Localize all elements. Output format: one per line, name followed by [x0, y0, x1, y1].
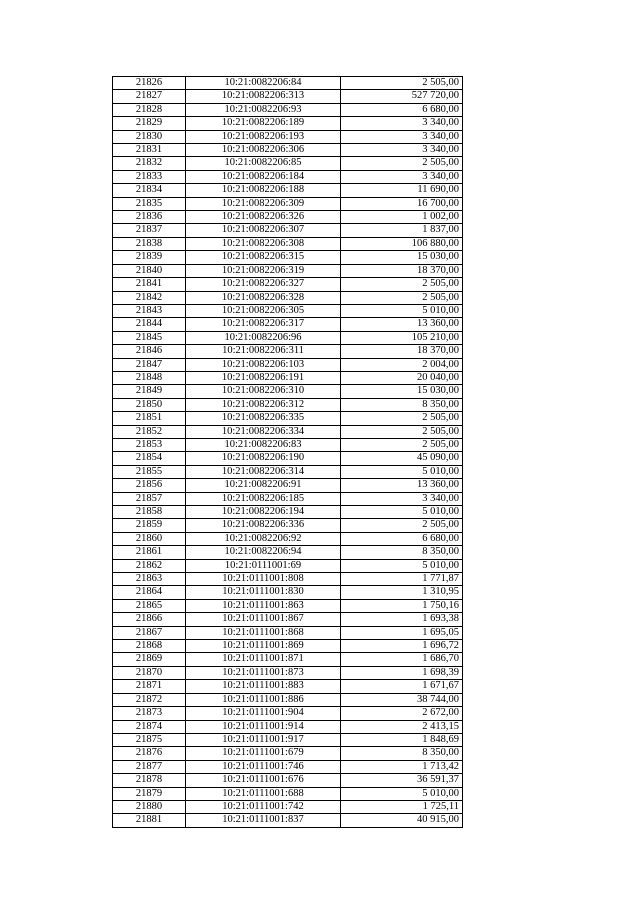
- row-number-cell: 21847: [113, 358, 186, 371]
- amount-cell: 15 030,00: [341, 251, 463, 264]
- row-number-cell: 21834: [113, 184, 186, 197]
- row-number-cell: 21830: [113, 130, 186, 143]
- row-number-cell: 21876: [113, 747, 186, 760]
- table-row: [113, 640, 463, 653]
- table-row: [113, 130, 463, 143]
- cadastral-number-cell: 10:21:0111001:742: [186, 800, 341, 813]
- row-number-cell: 21866: [113, 613, 186, 626]
- row-number-cell: 21856: [113, 479, 186, 492]
- amount-cell: 6 680,00: [341, 103, 463, 116]
- row-number-cell: 21850: [113, 398, 186, 411]
- amount-cell: 2 505,00: [341, 291, 463, 304]
- table-row: [113, 398, 463, 411]
- amount-cell: 1 310,95: [341, 586, 463, 599]
- table-row: [113, 707, 463, 720]
- cadastral-number-cell: 10:21:0111001:679: [186, 747, 341, 760]
- table-row: [113, 626, 463, 639]
- cadastral-number-cell: 10:21:0082206:93: [186, 103, 341, 116]
- row-number-cell: 21829: [113, 117, 186, 130]
- table-row: [113, 787, 463, 800]
- cadastral-number-cell: 10:21:0082206:306: [186, 144, 341, 157]
- row-number-cell: 21848: [113, 371, 186, 384]
- row-number-cell: 21879: [113, 787, 186, 800]
- cadastral-number-cell: 10:21:0111001:837: [186, 814, 341, 827]
- amount-cell: 1 848,69: [341, 733, 463, 746]
- amount-cell: 3 340,00: [341, 144, 463, 157]
- table-row: [113, 559, 463, 572]
- cadastral-number-cell: 10:21:0082206:188: [186, 184, 341, 197]
- cadastral-number-cell: 10:21:0111001:869: [186, 640, 341, 653]
- cadastral-number-cell: 10:21:0082206:92: [186, 532, 341, 545]
- amount-cell: 13 360,00: [341, 479, 463, 492]
- table-row: [113, 666, 463, 679]
- cadastral-number-cell: 10:21:0111001:904: [186, 707, 341, 720]
- amount-cell: 45 090,00: [341, 452, 463, 465]
- amount-cell: 18 370,00: [341, 264, 463, 277]
- table-row: [113, 546, 463, 559]
- row-number-cell: 21827: [113, 90, 186, 103]
- row-number-cell: 21859: [113, 519, 186, 532]
- row-number-cell: 21864: [113, 586, 186, 599]
- row-number-cell: 21873: [113, 707, 186, 720]
- table-row: [113, 144, 463, 157]
- amount-cell: 1 002,00: [341, 211, 463, 224]
- cadastral-number-cell: 10:21:0082206:91: [186, 479, 341, 492]
- amount-cell: 1 725,11: [341, 800, 463, 813]
- cadastral-number-cell: 10:21:0111001:688: [186, 787, 341, 800]
- table-row: [113, 278, 463, 291]
- amount-cell: 13 360,00: [341, 318, 463, 331]
- row-number-cell: 21833: [113, 170, 186, 183]
- cadastral-number-cell: 10:21:0111001:676: [186, 774, 341, 787]
- table-row: [113, 197, 463, 210]
- row-number-cell: 21857: [113, 492, 186, 505]
- row-number-cell: 21863: [113, 573, 186, 586]
- cadastral-number-cell: 10:21:0082206:103: [186, 358, 341, 371]
- table-row: [113, 251, 463, 264]
- table-row: [113, 304, 463, 317]
- row-number-cell: 21858: [113, 506, 186, 519]
- amount-cell: 1 698,39: [341, 666, 463, 679]
- cadastral-number-cell: 10:21:0082206:308: [186, 237, 341, 250]
- cadastral-number-cell: 10:21:0111001:863: [186, 599, 341, 612]
- row-number-cell: 21835: [113, 197, 186, 210]
- amount-cell: 2 505,00: [341, 425, 463, 438]
- cadastral-number-cell: 10:21:0082206:189: [186, 117, 341, 130]
- row-number-cell: 21872: [113, 693, 186, 706]
- cadastral-number-cell: 10:21:0082206:313: [186, 90, 341, 103]
- registry-table-body: [113, 77, 463, 828]
- row-number-cell: 21851: [113, 412, 186, 425]
- amount-cell: 2 413,15: [341, 720, 463, 733]
- table-row: [113, 774, 463, 787]
- cadastral-number-cell: 10:21:0082206:315: [186, 251, 341, 264]
- cadastral-number-cell: 10:21:0082206:317: [186, 318, 341, 331]
- cadastral-number-cell: 10:21:0082206:191: [186, 371, 341, 384]
- table-row: [113, 224, 463, 237]
- table-row: [113, 720, 463, 733]
- cadastral-number-cell: 10:21:0082206:184: [186, 170, 341, 183]
- table-row: [113, 599, 463, 612]
- row-number-cell: 21840: [113, 264, 186, 277]
- table-row: [113, 519, 463, 532]
- cadastral-number-cell: 10:21:0082206:335: [186, 412, 341, 425]
- amount-cell: 5 010,00: [341, 506, 463, 519]
- table-row: [113, 747, 463, 760]
- row-number-cell: 21828: [113, 103, 186, 116]
- row-number-cell: 21832: [113, 157, 186, 170]
- row-number-cell: 21874: [113, 720, 186, 733]
- amount-cell: 2 505,00: [341, 278, 463, 291]
- row-number-cell: 21843: [113, 304, 186, 317]
- cadastral-number-cell: 10:21:0111001:867: [186, 613, 341, 626]
- table-row: [113, 103, 463, 116]
- amount-cell: 527 720,00: [341, 90, 463, 103]
- table-row: [113, 452, 463, 465]
- row-number-cell: 21838: [113, 237, 186, 250]
- row-number-cell: 21870: [113, 666, 186, 679]
- amount-cell: 3 340,00: [341, 170, 463, 183]
- row-number-cell: 21849: [113, 385, 186, 398]
- amount-cell: 2 505,00: [341, 77, 463, 90]
- row-number-cell: 21881: [113, 814, 186, 827]
- table-row: [113, 412, 463, 425]
- row-number-cell: 21855: [113, 465, 186, 478]
- row-number-cell: 21842: [113, 291, 186, 304]
- table-row: [113, 211, 463, 224]
- registry-table: [112, 76, 463, 828]
- table-row: [113, 532, 463, 545]
- amount-cell: 1 713,42: [341, 760, 463, 773]
- table-row: [113, 814, 463, 827]
- row-number-cell: 21852: [113, 425, 186, 438]
- amount-cell: 40 915,00: [341, 814, 463, 827]
- table-row: [113, 345, 463, 358]
- cadastral-number-cell: 10:21:0111001:871: [186, 653, 341, 666]
- cadastral-number-cell: 10:21:0111001:69: [186, 559, 341, 572]
- amount-cell: 5 010,00: [341, 304, 463, 317]
- cadastral-number-cell: 10:21:0082206:326: [186, 211, 341, 224]
- cadastral-number-cell: 10:21:0082206:85: [186, 157, 341, 170]
- row-number-cell: 21846: [113, 345, 186, 358]
- row-number-cell: 21861: [113, 546, 186, 559]
- cadastral-number-cell: 10:21:0111001:868: [186, 626, 341, 639]
- cadastral-number-cell: 10:21:0082206:307: [186, 224, 341, 237]
- amount-cell: 1 837,00: [341, 224, 463, 237]
- table-row: [113, 291, 463, 304]
- table-row: [113, 693, 463, 706]
- amount-cell: 2 505,00: [341, 519, 463, 532]
- table-row: [113, 170, 463, 183]
- cadastral-number-cell: 10:21:0082206:334: [186, 425, 341, 438]
- amount-cell: 105 210,00: [341, 331, 463, 344]
- cadastral-number-cell: 10:21:0082206:310: [186, 385, 341, 398]
- table-row: [113, 586, 463, 599]
- row-number-cell: 21854: [113, 452, 186, 465]
- table-row: [113, 425, 463, 438]
- amount-cell: 11 690,00: [341, 184, 463, 197]
- amount-cell: 5 010,00: [341, 787, 463, 800]
- cadastral-number-cell: 10:21:0082206:309: [186, 197, 341, 210]
- table-row: [113, 800, 463, 813]
- amount-cell: 1 695,05: [341, 626, 463, 639]
- table-row: [113, 465, 463, 478]
- table-row: [113, 385, 463, 398]
- cadastral-number-cell: 10:21:0082206:319: [186, 264, 341, 277]
- row-number-cell: 21839: [113, 251, 186, 264]
- row-number-cell: 21865: [113, 599, 186, 612]
- table-row: [113, 264, 463, 277]
- table-row: [113, 77, 463, 90]
- amount-cell: 5 010,00: [341, 559, 463, 572]
- amount-cell: 8 350,00: [341, 747, 463, 760]
- row-number-cell: 21853: [113, 438, 186, 451]
- cadastral-number-cell: 10:21:0082206:327: [186, 278, 341, 291]
- cadastral-number-cell: 10:21:0082206:311: [186, 345, 341, 358]
- amount-cell: 5 010,00: [341, 465, 463, 478]
- cadastral-number-cell: 10:21:0082206:314: [186, 465, 341, 478]
- table-row: [113, 117, 463, 130]
- table-row: [113, 90, 463, 103]
- table-row: [113, 613, 463, 626]
- table-row: [113, 733, 463, 746]
- amount-cell: 3 340,00: [341, 130, 463, 143]
- cadastral-number-cell: 10:21:0111001:746: [186, 760, 341, 773]
- amount-cell: 8 350,00: [341, 546, 463, 559]
- amount-cell: 3 340,00: [341, 492, 463, 505]
- row-number-cell: 21868: [113, 640, 186, 653]
- row-number-cell: 21831: [113, 144, 186, 157]
- cadastral-number-cell: 10:21:0111001:886: [186, 693, 341, 706]
- row-number-cell: 21878: [113, 774, 186, 787]
- amount-cell: 2 004,00: [341, 358, 463, 371]
- amount-cell: 20 040,00: [341, 371, 463, 384]
- cadastral-number-cell: 10:21:0082206:328: [186, 291, 341, 304]
- amount-cell: 15 030,00: [341, 385, 463, 398]
- table-row: [113, 331, 463, 344]
- row-number-cell: 21880: [113, 800, 186, 813]
- row-number-cell: 21867: [113, 626, 186, 639]
- cadastral-number-cell: 10:21:0111001:808: [186, 573, 341, 586]
- table-row: [113, 184, 463, 197]
- amount-cell: 18 370,00: [341, 345, 463, 358]
- row-number-cell: 21877: [113, 760, 186, 773]
- row-number-cell: 21845: [113, 331, 186, 344]
- row-number-cell: 21841: [113, 278, 186, 291]
- row-number-cell: 21862: [113, 559, 186, 572]
- table-row: [113, 492, 463, 505]
- amount-cell: 106 880,00: [341, 237, 463, 250]
- cadastral-number-cell: 10:21:0082206:84: [186, 77, 341, 90]
- table-row: [113, 506, 463, 519]
- cadastral-number-cell: 10:21:0082206:194: [186, 506, 341, 519]
- amount-cell: 2 505,00: [341, 412, 463, 425]
- row-number-cell: 21869: [113, 653, 186, 666]
- table-row: [113, 573, 463, 586]
- amount-cell: 1 696,72: [341, 640, 463, 653]
- table-row: [113, 237, 463, 250]
- cadastral-number-cell: 10:21:0111001:873: [186, 666, 341, 679]
- row-number-cell: 21837: [113, 224, 186, 237]
- table-row: [113, 371, 463, 384]
- row-number-cell: 21871: [113, 680, 186, 693]
- cadastral-number-cell: 10:21:0082206:94: [186, 546, 341, 559]
- cadastral-number-cell: 10:21:0082206:96: [186, 331, 341, 344]
- table-row: [113, 680, 463, 693]
- cadastral-number-cell: 10:21:0082206:190: [186, 452, 341, 465]
- row-number-cell: 21875: [113, 733, 186, 746]
- table-row: [113, 438, 463, 451]
- amount-cell: 1 686,70: [341, 653, 463, 666]
- amount-cell: 3 340,00: [341, 117, 463, 130]
- table-row: [113, 358, 463, 371]
- amount-cell: 2 505,00: [341, 438, 463, 451]
- table-row: [113, 157, 463, 170]
- cadastral-number-cell: 10:21:0111001:883: [186, 680, 341, 693]
- table-row: [113, 760, 463, 773]
- cadastral-number-cell: 10:21:0082206:193: [186, 130, 341, 143]
- cadastral-number-cell: 10:21:0082206:185: [186, 492, 341, 505]
- amount-cell: 8 350,00: [341, 398, 463, 411]
- amount-cell: 36 591,37: [341, 774, 463, 787]
- amount-cell: 38 744,00: [341, 693, 463, 706]
- row-number-cell: 21860: [113, 532, 186, 545]
- table-row: [113, 318, 463, 331]
- cadastral-number-cell: 10:21:0082206:336: [186, 519, 341, 532]
- row-number-cell: 21836: [113, 211, 186, 224]
- row-number-cell: 21844: [113, 318, 186, 331]
- amount-cell: 1 750,16: [341, 599, 463, 612]
- cadastral-number-cell: 10:21:0111001:914: [186, 720, 341, 733]
- table-row: [113, 479, 463, 492]
- amount-cell: 2 672,00: [341, 707, 463, 720]
- amount-cell: 1 771,87: [341, 573, 463, 586]
- cadastral-number-cell: 10:21:0082206:305: [186, 304, 341, 317]
- cadastral-number-cell: 10:21:0082206:312: [186, 398, 341, 411]
- amount-cell: 1 693,38: [341, 613, 463, 626]
- cadastral-number-cell: 10:21:0082206:83: [186, 438, 341, 451]
- amount-cell: 2 505,00: [341, 157, 463, 170]
- cadastral-number-cell: 10:21:0111001:830: [186, 586, 341, 599]
- row-number-cell: 21826: [113, 77, 186, 90]
- amount-cell: 6 680,00: [341, 532, 463, 545]
- table-row: [113, 653, 463, 666]
- cadastral-number-cell: 10:21:0111001:917: [186, 733, 341, 746]
- amount-cell: 1 671,67: [341, 680, 463, 693]
- amount-cell: 16 700,00: [341, 197, 463, 210]
